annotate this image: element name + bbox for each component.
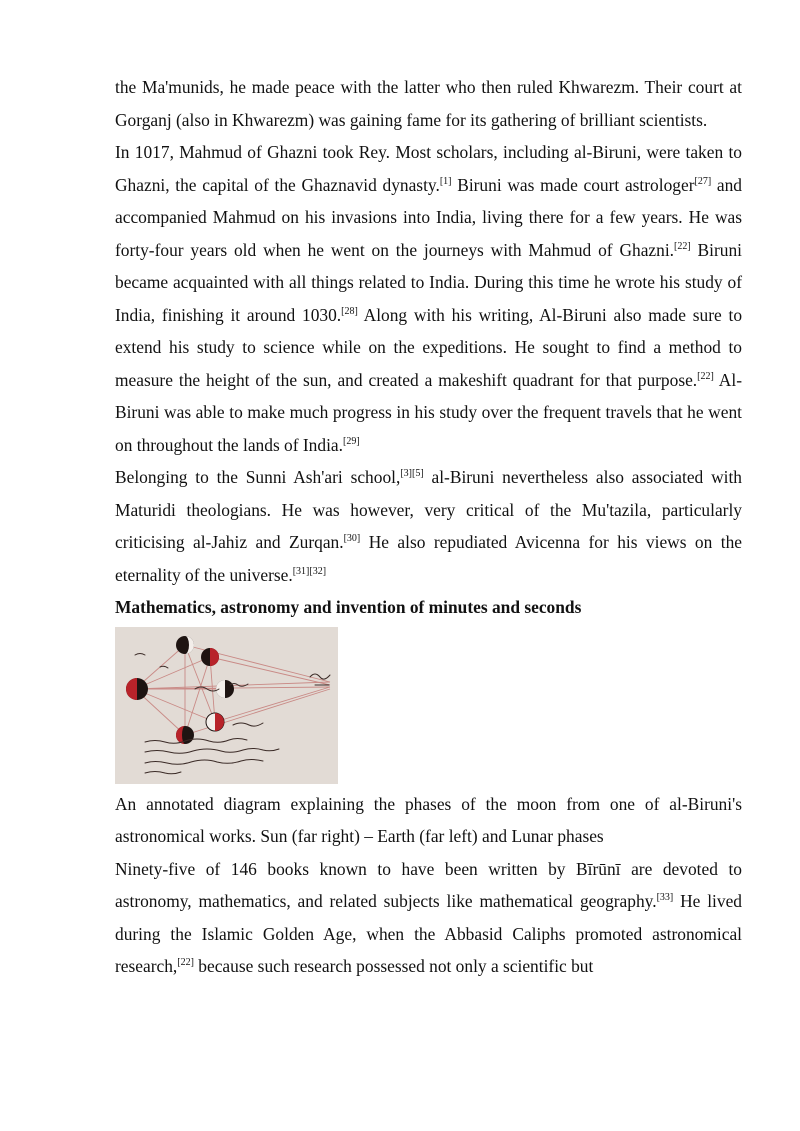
body-paragraph: [115, 853, 742, 983]
body-paragraph: [115, 136, 742, 461]
paragraph-text: Al-Biruni was able to make much progress in his study over the frequent travels that he went on throughout the lands of India.: [115, 369, 742, 455]
paragraph-text: al-Biruni nevertheless also associated with Maturidi theologians. He was however, very critical of the Mu'tazila, particularly criticising al-Jahiz and Zurqan.: [115, 467, 742, 552]
paragraphs-after-figure: [115, 853, 742, 983]
paragraph-text: Ninety-five of 146 books known to have been written by Bīrūnī are devoted to astronomy, mathematics, and related subjects like mathematical geography.: [115, 858, 742, 911]
citation-reference[interactable]: [1]: [439, 175, 452, 187]
paragraph-text: He also repudiated Avicenna for his views on the eternality of the universe.: [115, 532, 742, 585]
moon-phases-manuscript-diagram-icon: [115, 627, 338, 784]
paragraph-text: Along with his writing, Al-Biruni also made sure to extend his study to science while on the expeditions. He sought to find a method to measure the height of the sun, and created a makeshift quadrant for that purpose.: [115, 304, 743, 390]
paper-stain: [115, 627, 338, 784]
paragraphs-before-heading: [115, 71, 742, 591]
moon-phases-figure: [115, 627, 338, 784]
citation-reference[interactable]: [3][5]: [400, 468, 424, 479]
body-paragraph: [115, 71, 742, 136]
citation-reference[interactable]: [31][32]: [292, 565, 327, 577]
citation-reference[interactable]: [28]: [341, 305, 358, 317]
paragraph-text: because such research possessed not only a scientific but: [193, 956, 594, 976]
citation-reference[interactable]: [29]: [342, 435, 360, 447]
body-paragraph: [115, 461, 742, 591]
paragraph-text: In 1017, Mahmud of Ghazni took Rey. Most scholars, including al-Biruni, were taken to Ghazni, the capital of the Ghaznavid dynasty.: [115, 142, 742, 195]
moon-phase-top: [176, 636, 194, 654]
citation-reference[interactable]: [22]: [674, 240, 691, 252]
paragraph-text: He lived during the Islamic Golden Age, when the Abbasid Caliphs promoted astronomical research,: [115, 891, 742, 976]
moon-phase-lower-right: [206, 713, 224, 731]
figure-caption: An annotated diagram explaining the phases of the moon from one of al-Biruni's astronomical works. Sun (far right) – Earth (far left) and Lunar phases: [115, 793, 742, 846]
citation-reference[interactable]: [27]: [694, 175, 712, 187]
citation-reference[interactable]: [33]: [656, 892, 674, 903]
paragraph-text: Belonging to the Sunni Ash'ari school,: [115, 467, 401, 487]
paragraph-text: the Ma'munids, he made peace with the latter who then ruled Khwarezm. Their court at Gorganj (also in Khwarezm) was gaining fame for its gathering of brilliant scientists.: [115, 77, 742, 130]
section-heading: Mathematics, astronomy and invention of minutes and seconds: [115, 597, 582, 617]
citation-reference[interactable]: [30]: [343, 533, 361, 544]
paragraph-text: Biruni became acquainted with all things related to India. During this time he wrote his study of India, finishing it around 1030.: [115, 239, 742, 325]
citation-reference[interactable]: [22]: [177, 957, 194, 968]
paragraph-text: Biruni was made court astrologer: [451, 174, 695, 195]
paragraph-text: and accompanied Mahmud on his invasions into India, living there for a few years. He was forty-four years old when he went on the journeys with Mahmud of Ghazni.: [115, 174, 742, 260]
citation-reference[interactable]: [22]: [697, 370, 714, 382]
moon-phase-upper-right: [201, 648, 219, 666]
article-body: [115, 71, 742, 983]
earth-circle: [126, 678, 148, 700]
